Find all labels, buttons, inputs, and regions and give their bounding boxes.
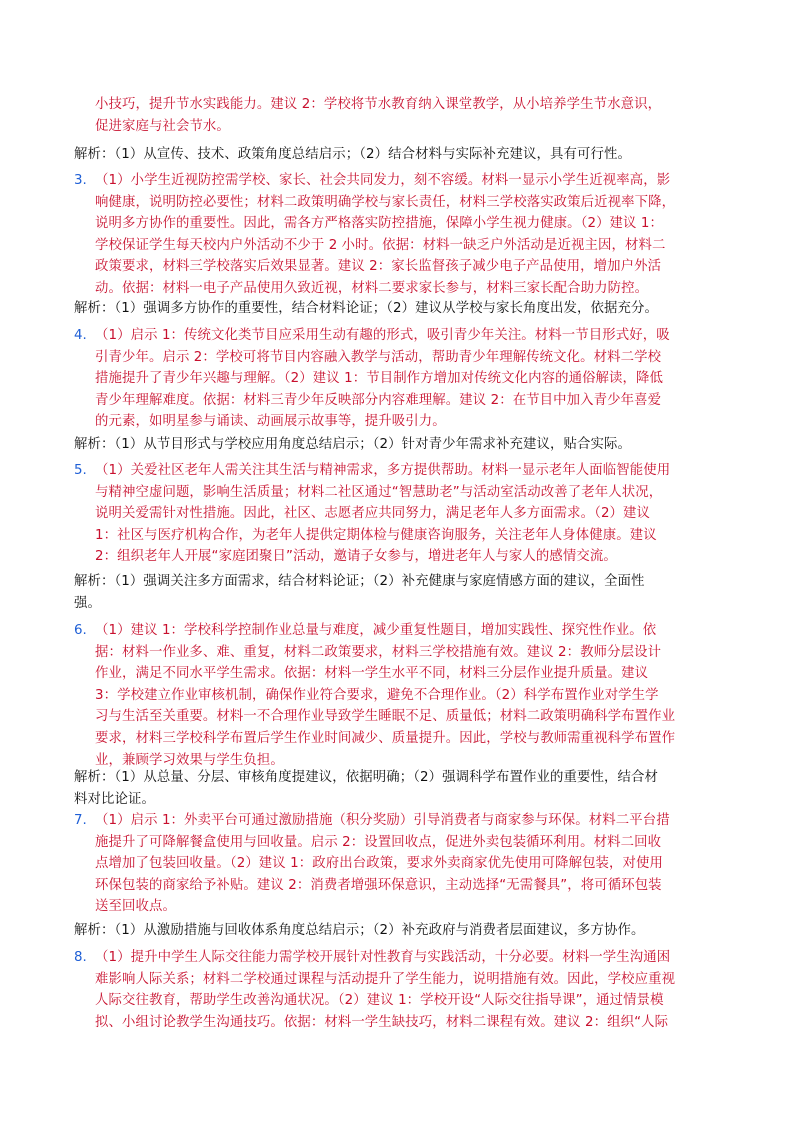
text-line: （1）关爱社区老年人需关注其生活与精神需求，多方提供帮助。材料一显示老年人面临智能使用 [95, 463, 671, 478]
text-line: 解析：（1）从节目形式与学校应用角度总结启示；（2）针对青少年需求补充建议，贴合实际。 [74, 437, 631, 452]
answer-block [95, 620, 675, 771]
text-line: 解析：（1）从宣传、技术、政策角度总结启示；（2）结合材料与实际补充建议，具有可行性。 [74, 147, 631, 162]
text-line: 与精神空虚问题，影响生活质量；材料二社区通过“智慧助老”与活动室活动改善了老年人状况， [95, 484, 663, 500]
item-number: 3. [74, 173, 87, 188]
text-line: （1）启示 1：传统文化类节目应采用生动有趣的形式，吸引青少年关注。材料一节目形式好，吸 [95, 328, 670, 343]
item-number: 7. [74, 813, 87, 828]
item-number: 8. [74, 950, 87, 965]
text-line: 难影响人际关系；材料二学校通过课程与活动提升了学生能力，说明措施有效。因此，学校应重视 [95, 971, 676, 987]
text-line: 要求，材料三学校科学布置后学生作业时间减少、质量提升。因此，学校与教师需重视科学布置作 [95, 730, 676, 746]
text-line: （1）小学生近视防控需学校、家长、社会共同发力，刻不容缓。材料一显示小学生近视率高，影 [95, 173, 671, 188]
text-line: 强。 [74, 595, 101, 611]
text-line: 解析：（1）强调多方协作的重要性，结合材料论证；（2）建议从学校与家长角度出发，依据充分。 [74, 301, 658, 316]
text-line: 习与生活至关重要。材料一不合理作业导致学生睡眠不足、质量低；材料二政策明确科学布置作业 [95, 709, 676, 725]
text-line: 施提升了可降解餐盒使用与回收量。启示 2：设置回收点，促进外卖包装循环利用。材料二回收 [95, 834, 662, 850]
text-line: 学校保证学生每天校内户外活动不少于 2 小时。依据：材料一缺乏户外活动是近视主因，材料二 [95, 237, 666, 253]
text-line: 业，兼顾学习效果与学生负担。 [95, 752, 284, 768]
item-number: 6. [74, 623, 87, 638]
text-line: 据：材料一作业多、难、重复，材料二政策要求，材料三学校措施有效。建议 2：教师分层设计 [95, 644, 662, 660]
answer-continuation [95, 94, 661, 137]
analysis-block [74, 434, 631, 456]
text-line: 促进家庭与社会节水。 [95, 118, 230, 134]
text-line: 2：组织老年人开展“家庭团聚日”活动，邀请子女参与，增进老年人与家人的感情交流。 [95, 549, 617, 565]
item-number: 4. [74, 328, 87, 343]
text-line: 3：学校建立作业审核机制，确保作业符合要求，避免不合理作业。（2）科学布置作业对学生学 [95, 687, 659, 703]
text-line: 的元素，如明星参与诵读、动画展示故事等，提升吸引力。 [95, 414, 446, 430]
text-line: 说明关爱需针对性措施。因此，社区、志愿者应共同努力，满足老年人多方面需求。（2）建议 [95, 506, 651, 522]
text-line: （1）启示 1：外卖平台可通过激励措施（积分奖励）引导消费者与商家参与环保。材料二平台措 [95, 813, 670, 828]
text-line: 解析：（1）从总量、分层、审核角度提建议，依据明确；（2）强调科学布置作业的重要性，结合材 [74, 770, 658, 785]
text-line: 料对比论证。 [74, 791, 155, 807]
text-line: 送至回收点。 [95, 899, 176, 915]
text-line: 动。依据：材料一电子产品使用久致近视，材料二要求家长参与，材料三家长配合助力防控。 [95, 280, 649, 296]
text-line: 环保包装的商家给予补贴。建议 2：消费者增强环保意识，主动选择“无需餐具”，将可循环包装 [95, 877, 662, 893]
text-line: 人际交往教育，帮助学生改善沟通状况。（2）建议 1：学校开设“人际交往指导课”，通过情景模 [95, 993, 664, 1009]
text-line: 说明多方协作的重要性。因此，需各方严格落实防控措施，保障小学生视力健康。（2）建议 1： [95, 216, 664, 232]
text-line: 小技巧，提升节水实践能力。建议 2：学校将节水教育纳入课堂教学，从小培养学生节水意识， [95, 97, 662, 112]
text-line: 青少年理解难度。依据：材料三青少年反映部分内容难理解。建议 2：在节目中加入青少年喜爱 [95, 392, 662, 408]
analysis-block [74, 571, 644, 614]
analysis-block [74, 298, 658, 320]
text-line: 点增加了包装回收量。（2）建议 1：政府出台政策，要求外卖商家优先使用可降解包装，对使用 [95, 856, 664, 872]
text-line: 拟、小组讨论教学生沟通技巧。依据：材料一学生缺技巧，材料二课程有效。建议 2：组织“人际 [95, 1014, 669, 1030]
answer-block [95, 170, 675, 300]
text-line: 解析：（1）从激励措施与回收体系角度总结启示；（2）补充政府与消费者层面建议，多方协作。 [74, 923, 645, 938]
analysis-block [74, 144, 631, 166]
text-line: （1）建议 1：学校科学控制作业总量与难度，减少重复性题目，增加实践性、探究性作业。依 [95, 623, 657, 638]
text-line: 1：社区与医疗机构合作，为老年人提供定期体检与健康咨询服务，关注老年人身体健康。建议 [95, 527, 657, 543]
item-number: 5. [74, 463, 87, 478]
text-line: 解析：（1）强调关注多方面需求，结合材料论证；（2）补充健康与家庭情感方面的建议，全面性 [74, 574, 645, 589]
analysis-block [74, 920, 644, 942]
text-line: 政策要求，材料三学校落实后效果显著。建议 2：家长监督孩子减少电子产品使用，增加户外活 [95, 259, 662, 275]
text-line: 响健康，说明防控必要性；材料二政策明确学校与家长责任，材料三学校落实政策后近视率下降， [95, 194, 676, 210]
answer-block [95, 460, 670, 568]
answer-block [95, 810, 670, 918]
text-line: 措施提升了青少年兴趣与理解。（2）建议 1：节目制作方增加对传统文化内容的通俗解读，降低 [95, 371, 664, 387]
text-line: 作业，满足不同水平学生需求。依据：材料一学生水平不同，材料三分层作业提升质量。建议 [95, 666, 649, 682]
analysis-block [74, 767, 658, 810]
answer-block [95, 325, 670, 433]
text-line: 引青少年。启示 2：学校可将节目内容融入教学与活动，帮助青少年理解传统文化。材料二学校 [95, 349, 662, 365]
text-line: （1）提升中学生人际交往能力需学校开展针对性教育与实践活动，十分必要。材料一学生沟通困 [95, 950, 671, 965]
answer-block [95, 947, 675, 1033]
